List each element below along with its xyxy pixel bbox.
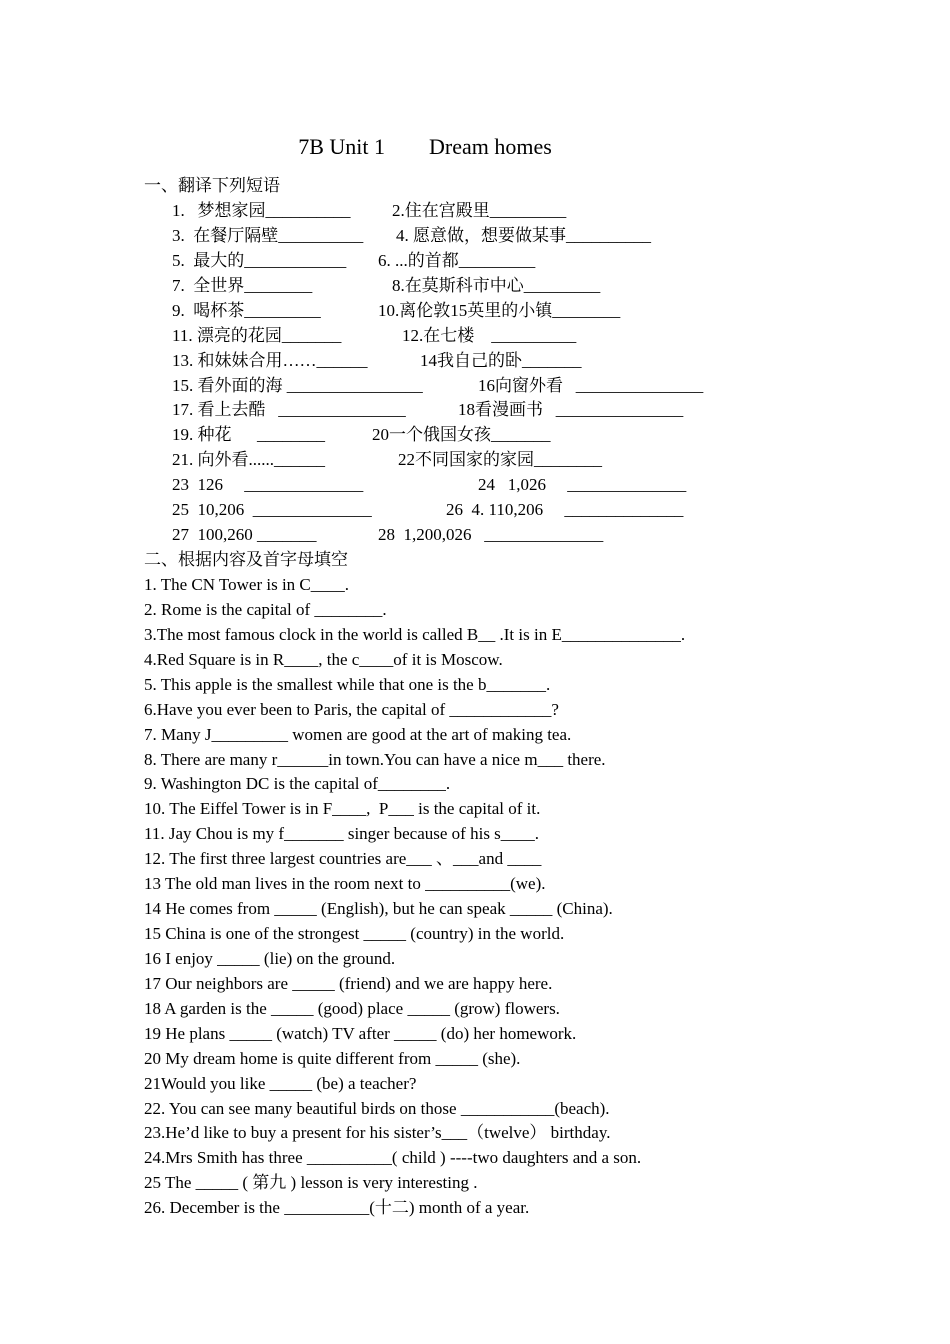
translation-item: 26 4. 110,206 ______________ (446, 500, 684, 520)
question-line: 8. There are many r______in town.You can have a nice m___ there. (144, 749, 606, 769)
translation-item: 9. 喝杯茶_________ (172, 300, 321, 320)
question-line: 4.Red Square is in R____, the c____of it is Moscow. (144, 649, 503, 669)
question-line: 25 The _____ ( 第九 ) lesson is very interesting . (144, 1173, 478, 1193)
question-line: 26. December is the __________(十二) month of a year. (144, 1198, 530, 1218)
question-line: 20 My dream home is quite different from _____ (she). (144, 1048, 521, 1068)
translation-item: 21. 向外看......______ (172, 450, 325, 470)
translation-item: 27 100,260 _______ (172, 525, 317, 545)
translation-item: 13. 和妹妹合用……______ (172, 350, 368, 370)
translation-item: 4. 愿意做，想要做某事__________ (396, 225, 651, 245)
translation-item: 8.在莫斯科市中心_________ (392, 275, 601, 295)
translation-item: 16向窗外看 _______________ (478, 375, 704, 395)
translation-item: 1. 梦想家园__________ (172, 201, 351, 220)
question-line: 16 I enjoy _____ (lie) on the ground. (144, 948, 396, 968)
translation-item: 6. ...的首都_________ (378, 250, 536, 270)
translation-item: 25 10,206 ______________ (172, 500, 372, 520)
question-line: 1. The CN Tower is in C____. (144, 575, 350, 594)
question-line: 18 A garden is the _____ (good) place _____ (grow) flowers. (144, 998, 560, 1018)
translation-item: 11. 漂亮的花园_______ (172, 325, 342, 345)
question-line: 13 The old man lives in the room next to __________(we). (144, 874, 546, 894)
question-line: 11. Jay Chou is my f_______ singer because of his s____. (144, 824, 540, 844)
question-line: 10. The Eiffel Tower is in F____, P___ is the capital of it. (144, 799, 541, 819)
question-line: 2. Rome is the capital of ________. (144, 599, 387, 619)
question-line: 15 China is one of the strongest _____ (country) in the world. (144, 924, 565, 944)
question-line: 7. Many J_________ women are good at the art of making tea. (144, 724, 572, 744)
translation-item: 18看漫画书 _______________ (458, 400, 684, 420)
translation-item: 3. 在餐厅隔壁__________ (172, 225, 364, 245)
page-title: 7B Unit 1 Dream homes (298, 134, 552, 159)
question-line: 22. You can see many beautiful birds on those ___________(beach). (144, 1098, 610, 1118)
question-line: 24.Mrs Smith has three __________( child ) ----two daughters and a son. (144, 1148, 642, 1168)
question-line: 17 Our neighbors are _____ (friend) and we are happy here. (144, 973, 553, 993)
section-heading-fill-blanks: 二、根据内容及首字母填空 (144, 550, 348, 569)
translation-item: 15. 看外面的海 ________________ (172, 375, 423, 395)
translation-item: 28 1,200,026 ______________ (378, 525, 604, 545)
question-line: 21Would you like _____ (be) a teacher? (144, 1073, 417, 1093)
translation-item: 10.离伦敦15英里的小镇________ (378, 300, 621, 320)
question-line: 3.The most famous clock in the world is called B__ .It is in E______________. (144, 624, 686, 644)
translation-item: 7. 全世界________ (172, 275, 313, 295)
translation-item: 24 1,026 ______________ (478, 475, 687, 495)
question-line: 6.Have you ever been to Paris, the capital of ____________? (144, 699, 559, 719)
translation-item: 5. 最大的____________ (172, 250, 347, 270)
translation-item: 22不同国家的家园________ (398, 450, 602, 470)
translation-item: 23 126 ______________ (172, 475, 364, 495)
translation-item: 17. 看上去酷 _______________ (172, 400, 406, 420)
translation-item: 12.在七楼 __________ (402, 325, 577, 345)
question-line: 9. Washington DC is the capital of________. (144, 774, 451, 794)
translation-item: 20一个俄国女孩_______ (372, 425, 551, 445)
translation-item: 2.住在宫殿里_________ (392, 201, 567, 220)
question-line: 14 He comes from _____ (English), but he can speak _____ (China). (144, 899, 613, 919)
translation-item: 19. 种花 ________ (172, 425, 325, 445)
question-line: 5. This apple is the smallest while that one is the b_______. (144, 674, 551, 694)
question-line: 12. The first three largest countries are___ 、___and ____ (144, 849, 542, 869)
question-line: 19 He plans _____ (watch) TV after _____ (do) her homework. (144, 1023, 577, 1043)
section-heading-translate: 一、翻译下列短语 (144, 176, 280, 195)
translation-item: 14我自己的卧_______ (420, 350, 582, 370)
question-line: 23.He’d like to buy a present for his sister’s___（twelve） birthday. (144, 1123, 611, 1143)
